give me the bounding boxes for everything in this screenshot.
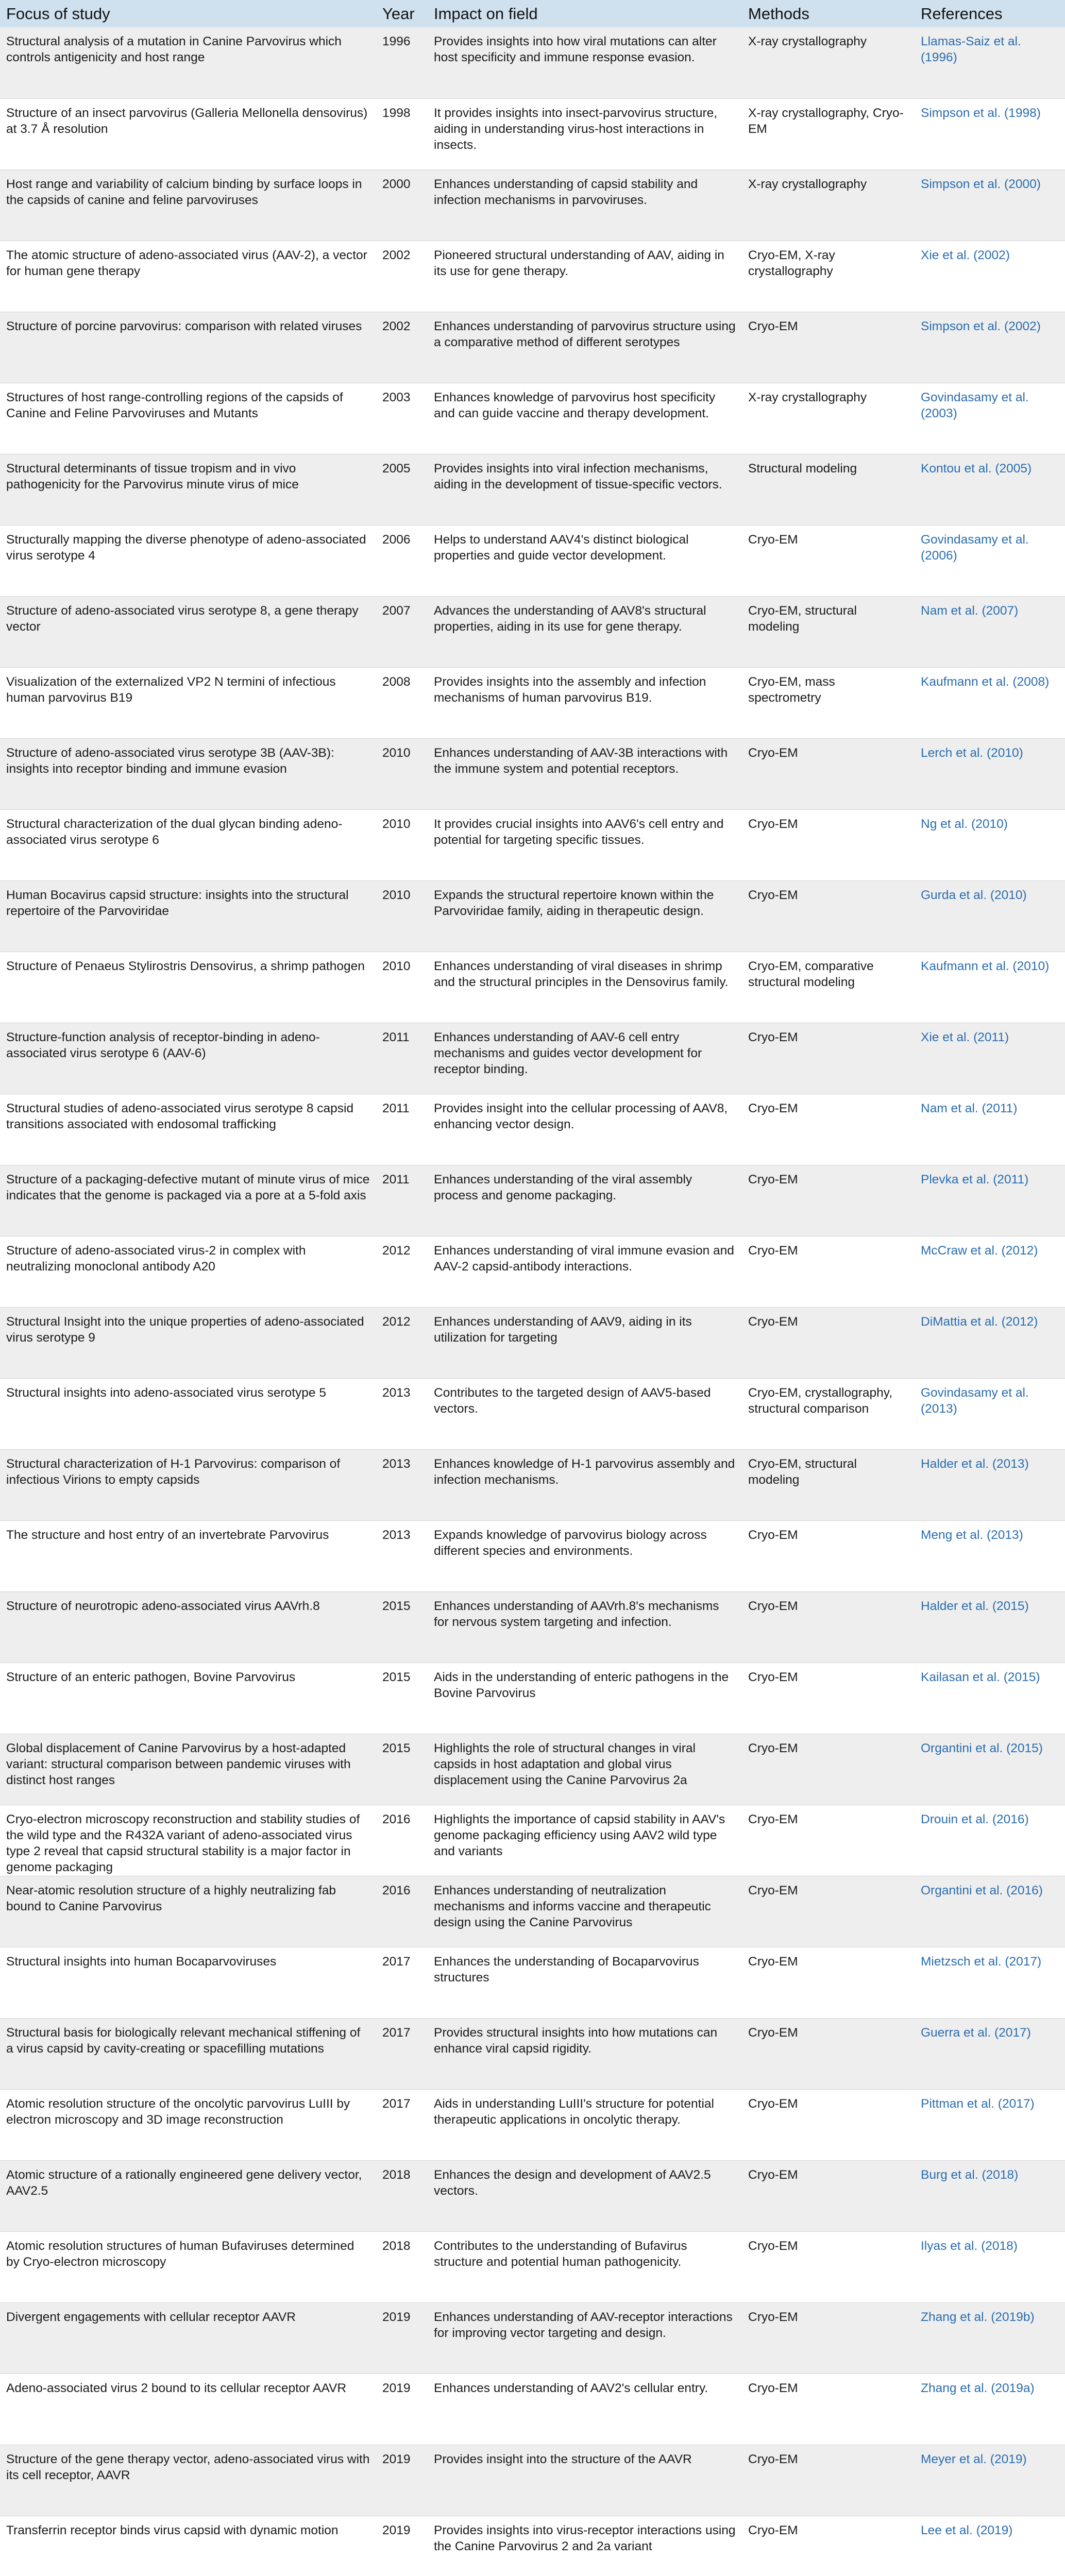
cell-year: 2007 [382,603,411,618]
cell-focus: Structural analysis of a mutation in Canine Parvovirus which controls antigenicity and host range [6,35,342,64]
cell-impact: Contributes to the understanding of Bufavirus structure and potential human pathogenicity. [434,2239,687,2269]
cell-year: 2011 [382,1030,410,1044]
table-row [0,2302,1065,2374]
cell-impact: Enhances knowledge of parvovirus host specificity and can guide vaccine and therapy development. [434,390,716,420]
table-row [0,2089,1065,2160]
cell-focus: Structure-function analysis of receptor-binding in adeno-associated virus serotype 6 (AAV-6) [6,1030,320,1060]
cell-year: 2011 [382,1101,410,1115]
cell-reference[interactable]: McCraw et al. (2012) [921,1243,1038,1258]
cell-focus: The atomic structure of adeno-associated virus (AAV-2), a vector for human gene therapy [6,248,367,278]
cell-methods: Cryo-EM [748,2452,798,2466]
table-row [0,809,1065,880]
cell-year: 2012 [382,1243,411,1258]
cell-reference[interactable]: Xie et al. (2011) [921,1030,1009,1044]
table-row [0,1591,1065,1663]
cell-year: 2019 [382,2381,411,2395]
cell-impact: Enhances understanding of AAV-receptor interactions for improving vector targeting and design. [434,2310,733,2340]
cell-focus: Atomic resolution structure of the oncolytic parvovirus LuIII by electron microscopy and 3D image reconstruction [6,2096,350,2127]
table-row [0,1023,1065,1094]
cell-impact: Enhances understanding of capsid stability and infection mechanisms in parvoviruses. [434,177,698,207]
table-row [0,1520,1065,1591]
cell-impact: Enhances understanding of AAV9, aiding in its utilization for targeting [434,1314,692,1345]
cell-year: 2019 [382,2452,411,2466]
cell-focus: Structural Insight into the unique properties of adeno-associated virus serotype 9 [6,1314,364,1345]
cell-methods: X-ray crystallography [748,390,867,404]
cell-focus: Transferrin receptor binds virus capsid with dynamic motion [6,2523,339,2537]
cell-methods: Cryo-EM [748,1101,798,1115]
cell-impact: Provides insights into viral infection mechanisms, aiding in the development of tissue-specific vectors. [434,461,722,492]
cell-focus: Structure of neurotropic adeno-associated virus AAVrh.8 [6,1599,320,1613]
cell-year: 2010 [382,745,411,760]
cell-year: 2005 [382,461,411,476]
cell-focus: Structural insights into adeno-associated virus serotype 5 [6,1385,326,1400]
cell-year: 2013 [382,1385,411,1400]
cell-impact: Pioneered structural understanding of AAV, aiding in its use for gene therapy. [434,248,724,278]
cell-methods: Cryo-EM [748,2310,798,2324]
cell-methods: Cryo-EM [748,1599,798,1613]
cell-year: 2019 [382,2310,411,2324]
cell-focus: Cryo-electron microscopy reconstruction and stability studies of the wild type and the R432A variant of adeno-associated virus type 2 reveal that capsid structural stability is a major factor in genome packaging [6,1812,360,1874]
table-row [0,2445,1065,2516]
cell-impact: Provides insights into how viral mutations can alter host specificity and immune response evasion. [434,35,717,64]
table-header-row [0,0,1065,27]
cell-reference[interactable]: Kontou et al. (2005) [921,461,1032,476]
cell-methods: Cryo-EM, X-ray crystallography [748,248,835,278]
cell-methods: Cryo-EM, comparative structural modeling [748,959,874,989]
cell-reference[interactable]: Plevka et al. (2011) [921,1172,1029,1187]
cell-focus: Structure of an insect parvovirus (Galleria Mellonella densovirus) at 3.7 Å resolution [6,106,368,136]
cell-methods: Cryo-EM, mass spectrometry [748,674,835,705]
cell-focus: Atomic structure of a rationally engineered gene delivery vector, AAV2.5 [6,2167,362,2198]
cell-reference[interactable]: Organtini et al. (2016) [921,1883,1043,1897]
table-row [0,1663,1065,1734]
cell-methods: Cryo-EM [748,888,798,902]
cell-reference[interactable]: Simpson et al. (1998) [921,106,1041,120]
cell-reference[interactable]: Halder et al. (2013) [921,1456,1029,1471]
cell-focus: Structure of the gene therapy vector, adeno-associated virus with its cell receptor, AAVR [6,2452,370,2482]
table-row [0,1805,1065,1876]
table-row [0,312,1065,383]
table-row [0,1236,1065,1307]
cell-year: 2002 [382,248,411,262]
cell-focus: Near-atomic resolution structure of a highly neutralizing fab bound to Canine Parvovirus [6,1883,336,1913]
cell-reference[interactable]: Halder et al. (2015) [921,1599,1029,1613]
cell-year: 2017 [382,1954,411,1969]
cell-focus: Host range and variability of calcium binding by surface loops in the capsids of canine and feline parvoviruses [6,177,362,207]
cell-methods: Cryo-EM [748,2523,798,2537]
cell-year: 2019 [382,2523,411,2537]
cell-year: 2003 [382,390,411,404]
cell-year: 1998 [382,106,411,120]
cell-methods: Cryo-EM [748,2096,798,2111]
cell-year: 2012 [382,1314,411,1329]
cell-impact: Provides insights into virus-receptor interactions using the Canine Parvovirus 2 and 2a variant [434,2523,736,2553]
cell-methods: Cryo-EM [748,1528,798,1542]
cell-impact: Contributes to the targeted design of AAV5-based vectors. [434,1385,711,1416]
cell-reference[interactable]: Xie et al. (2002) [921,248,1010,262]
cell-reference[interactable]: DiMattia et al. (2012) [921,1314,1038,1329]
cell-methods: Cryo-EM [748,1741,798,1755]
cell-impact: Advances the understanding of AAV8's structural properties, aiding in its use for gene therapy. [434,603,706,634]
cell-year: 2016 [382,1883,411,1897]
cell-year: 2013 [382,1528,411,1542]
cell-reference[interactable]: Burg et al. (2018) [921,2167,1019,2182]
table-row [0,1165,1065,1236]
cell-impact: Enhances understanding of AAVrh.8's mechanisms for nervous system targeting and infection. [434,1599,719,1629]
cell-impact: Enhances knowledge of H-1 parvovirus assembly and infection mechanisms. [434,1456,735,1487]
cell-year: 2018 [382,2239,411,2253]
cell-year: 2011 [382,1172,410,1187]
table-row [0,1947,1065,2018]
cell-methods: Cryo-EM [748,745,798,760]
cell-impact: Enhances understanding of viral diseases in shrimp and the structural principles in the Densovirus family. [434,959,729,989]
cell-methods: Cryo-EM [748,2381,798,2395]
cell-reference[interactable]: Ng et al. (2010) [921,817,1008,831]
cell-reference[interactable]: Organtini et al. (2015) [921,1741,1043,1755]
cell-reference[interactable]: Kaufmann et al. (2008) [921,674,1050,689]
table-row [0,525,1065,596]
table-row [0,667,1065,738]
header-impact: Impact on field [434,4,538,23]
cell-reference[interactable]: Mietzsch et al. (2017) [921,1954,1042,1969]
cell-impact: Enhances understanding of AAV-6 cell entry mechanisms and guides vector development for receptor binding. [434,1030,702,1076]
cell-impact: Enhances understanding of viral immune evasion and AAV-2 capsid-antibody interactions. [434,1243,734,1274]
cell-reference[interactable]: Ilyas et al. (2018) [921,2239,1018,2253]
cell-focus: Global displacement of Canine Parvovirus by a host-adapted variant: structural comparison between pandemic viruses with distinct host ranges [6,1741,351,1787]
cell-reference[interactable]: Nam et al. (2007) [921,603,1019,618]
cell-impact: Enhances understanding of AAV-3B interactions with the immune system and potential receptors. [434,745,728,776]
cell-methods: Cryo-EM [748,319,798,333]
cell-year: 2015 [382,1599,411,1613]
cell-year: 2013 [382,1456,411,1471]
cell-focus: The structure and host entry of an invertebrate Parvovirus [6,1528,329,1542]
table-row [0,241,1065,312]
cell-methods: Cryo-EM [748,2239,798,2253]
cell-impact: Expands knowledge of parvovirus biology across different species and environments. [434,1528,707,1558]
table-row [0,454,1065,525]
table-row [0,596,1065,667]
cell-impact: Provides insight into the structure of the AAVR [434,2452,692,2466]
cell-impact: Enhances understanding of the viral assembly process and genome packaging. [434,1172,692,1202]
table-row [0,1094,1065,1165]
cell-year: 2017 [382,2025,411,2040]
cell-reference[interactable]: Govindasamy et al. (2013) [921,1385,1029,1416]
cell-year: 2010 [382,959,411,973]
cell-reference[interactable]: Simpson et al. (2002) [921,319,1041,333]
cell-methods: Cryo-EM [748,2025,798,2040]
cell-focus: Structural insights into human Bocaparvoviruses [6,1954,277,1969]
cell-focus: Adeno-associated virus 2 bound to its cellular receptor AAVR [6,2381,347,2395]
header-year: Year [382,4,415,23]
table-row [0,1378,1065,1449]
table-body [0,27,1065,2576]
cell-reference[interactable]: Guerra et al. (2017) [921,2025,1031,2040]
cell-year: 2010 [382,888,411,902]
cell-focus: Structure of adeno-associated virus-2 in complex with neutralizing monoclonal antibody A20 [6,1243,306,1274]
cell-focus: Divergent engagements with cellular receptor AAVR [6,2310,296,2324]
cell-methods: X-ray crystallography, Cryo-EM [748,106,904,136]
cell-impact: Aids in the understanding of enteric pathogens in the Bovine Parvovirus [434,1670,729,1700]
cell-methods: Cryo-EM [748,817,798,831]
table-row [0,2018,1065,2089]
cell-year: 2015 [382,1741,411,1755]
cell-impact: Aids in understanding LuIII's structure for potential therapeutic applications in oncolytic therapy. [434,2096,714,2127]
cell-impact: Enhances understanding of parvovirus structure using a comparative method of different serotypes [434,319,736,349]
cell-year: 2002 [382,319,411,333]
table-row [0,383,1065,454]
table-row [0,1307,1065,1378]
cell-reference[interactable]: Gurda et al. (2010) [921,888,1027,902]
cell-reference[interactable]: Meng et al. (2013) [921,1528,1023,1542]
cell-reference[interactable]: Pittman et al. (2017) [921,2096,1035,2111]
cell-focus: Structure of an enteric pathogen, Bovine Parvovirus [6,1670,296,1684]
table-row [0,2516,1065,2576]
cell-focus: Structural characterization of H-1 Parvovirus: comparison of infectious Virions to empty capsids [6,1456,341,1487]
cell-methods: Cryo-EM [748,1812,798,1826]
cell-reference[interactable]: Meyer et al. (2019) [921,2452,1027,2466]
table-row [0,952,1065,1023]
cell-methods: X-ray crystallography [748,35,867,48]
cell-focus: Structure of Penaeus Stylirostris Densovirus, a shrimp pathogen [6,959,365,973]
cell-methods: Cryo-EM [748,1883,798,1897]
table-row [0,2374,1065,2445]
cell-methods: Cryo-EM, crystallography, structural comparison [748,1385,893,1416]
cell-impact: Enhances understanding of AAV2's cellular entry. [434,2381,708,2395]
cell-focus: Structure of adeno-associated virus serotype 8, a gene therapy vector [6,603,359,634]
cell-year: 2018 [382,2167,411,2182]
cell-focus: Visualization of the externalized VP2 N termini of infectious human parvovirus B19 [6,674,336,705]
cell-methods: Cryo-EM [748,1172,798,1187]
cell-reference[interactable]: Drouin et al. (2016) [921,1812,1029,1826]
cell-methods: Cryo-EM [748,532,798,547]
cell-reference[interactable]: Lee et al. (2019) [921,2523,1013,2537]
cell-focus: Structural characterization of the dual glycan binding adeno-associated virus serotype 6 [6,817,343,847]
cell-reference[interactable]: Nam et al. (2011) [921,1101,1018,1115]
cell-focus: Structure of a packaging-defective mutant of minute virus of mice indicates that the genome is packaged via a pore at a 5-fold axis [6,1172,370,1202]
cell-methods: Cryo-EM, structural modeling [748,603,857,634]
cell-year: 2015 [382,1670,411,1684]
table-row [0,2231,1065,2302]
header-methods: Methods [748,4,809,23]
cell-focus: Structures of host range-controlling regions of the capsids of Canine and Feline Parvoviruses and Mutants [6,390,343,420]
cell-year: 2016 [382,1812,411,1826]
header-focus: Focus of study [6,4,110,23]
cell-methods: Cryo-EM [748,1314,798,1329]
table-row [0,98,1065,170]
cell-methods: Cryo-EM [748,1670,798,1684]
table-row [0,880,1065,952]
cell-focus: Structural studies of adeno-associated virus serotype 8 capsid transitions associated with endosomal trafficking [6,1101,354,1131]
cell-reference[interactable]: Govindasamy et al. (2006) [921,532,1029,563]
cell-reference[interactable]: Lerch et al. (2010) [921,745,1023,760]
cell-methods: Cryo-EM, structural modeling [748,1456,857,1487]
cell-year: 1996 [382,35,411,48]
table-row [0,170,1065,241]
cell-impact: Helps to understand AAV4's distinct biological properties and guide vector development. [434,532,689,563]
cell-methods: Cryo-EM [748,1030,798,1044]
cell-focus: Structurally mapping the diverse phenotype of adeno-associated virus serotype 4 [6,532,366,563]
cell-impact: Enhances the design and development of AAV2.5 vectors. [434,2167,711,2198]
cell-reference[interactable]: Kailasan et al. (2015) [921,1670,1040,1684]
cell-impact: Provides insights into the assembly and infection mechanisms of human parvovirus B19. [434,674,706,705]
cell-impact: Highlights the role of structural changes in viral capsids in host adaptation and global virus displacement using the Canine Parvovirus 2a [434,1741,696,1787]
cell-reference[interactable]: Zhang et al. (2019a) [921,2381,1035,2395]
cell-impact: Highlights the importance of capsid stability in AAV's genome packaging efficiency using AAV2 wild type and variants [434,1812,725,1858]
cell-year: 2008 [382,674,411,689]
cell-impact: It provides crucial insights into AAV6's cell entry and potential for targeting specific tissues. [434,817,724,847]
cell-focus: Structural determinants of tissue tropism and in vivo pathogenicity for the Parvovirus minute virus of mice [6,461,299,492]
cell-year: 2017 [382,2096,411,2111]
cell-year: 2010 [382,817,411,831]
table-row [0,738,1065,809]
cell-reference[interactable]: Simpson et al. (2000) [921,177,1041,191]
cell-impact: Expands the structural repertoire known within the Parvoviridae family, aiding in therapeutic design. [434,888,714,918]
cell-reference[interactable]: Govindasamy et al. (2003) [921,390,1029,420]
table-row [0,1734,1065,1805]
cell-impact: It provides insights into insect-parvovirus structure, aiding in understanding virus-host interactions in insects. [434,106,718,152]
table-row [0,27,1065,98]
table-row [0,2160,1065,2231]
cell-year: 2000 [382,177,411,191]
cell-reference[interactable]: Llamas-Saiz et al. (1996) [921,35,1021,64]
cell-methods: Cryo-EM [748,1243,798,1258]
cell-focus: Structure of porcine parvovirus: comparison with related viruses [6,319,362,333]
cell-impact: Enhances the understanding of Bocaparvovirus structures [434,1954,699,1985]
cell-focus: Atomic resolution structures of human Bufaviruses determined by Cryo-electron microscopy [6,2239,354,2269]
cell-methods: X-ray crystallography [748,177,867,191]
cell-focus: Structure of adeno-associated virus serotype 3B (AAV-3B): insights into receptor binding and immune evasion [6,745,334,776]
cell-focus: Human Bocavirus capsid structure: insights into the structural repertoire of the Parvoviridae [6,888,349,918]
cell-impact: Provides structural insights into how mutations can enhance viral capsid rigidity. [434,2025,718,2056]
cell-focus: Structural basis for biologically relevant mechanical stiffening of a virus capsid by cavity-creating or spacefilling mutations [6,2025,361,2056]
table-row [0,1876,1065,1947]
cell-methods: Structural modeling [748,461,857,476]
cell-methods: Cryo-EM [748,1954,798,1969]
cell-methods: Cryo-EM [748,2167,798,2182]
cell-year: 2006 [382,532,411,547]
table-row [0,1449,1065,1520]
header-references: References [921,4,1003,23]
cell-impact: Provides insight into the cellular processing of AAV8, enhancing vector design. [434,1101,728,1131]
cell-reference[interactable]: Zhang et al. (2019b) [921,2310,1035,2324]
cell-impact: Enhances understanding of neutralization mechanisms and informs vaccine and therapeutic design using the Canine Parvovirus [434,1883,711,1929]
cell-reference[interactable]: Kaufmann et al. (2010) [921,959,1050,973]
